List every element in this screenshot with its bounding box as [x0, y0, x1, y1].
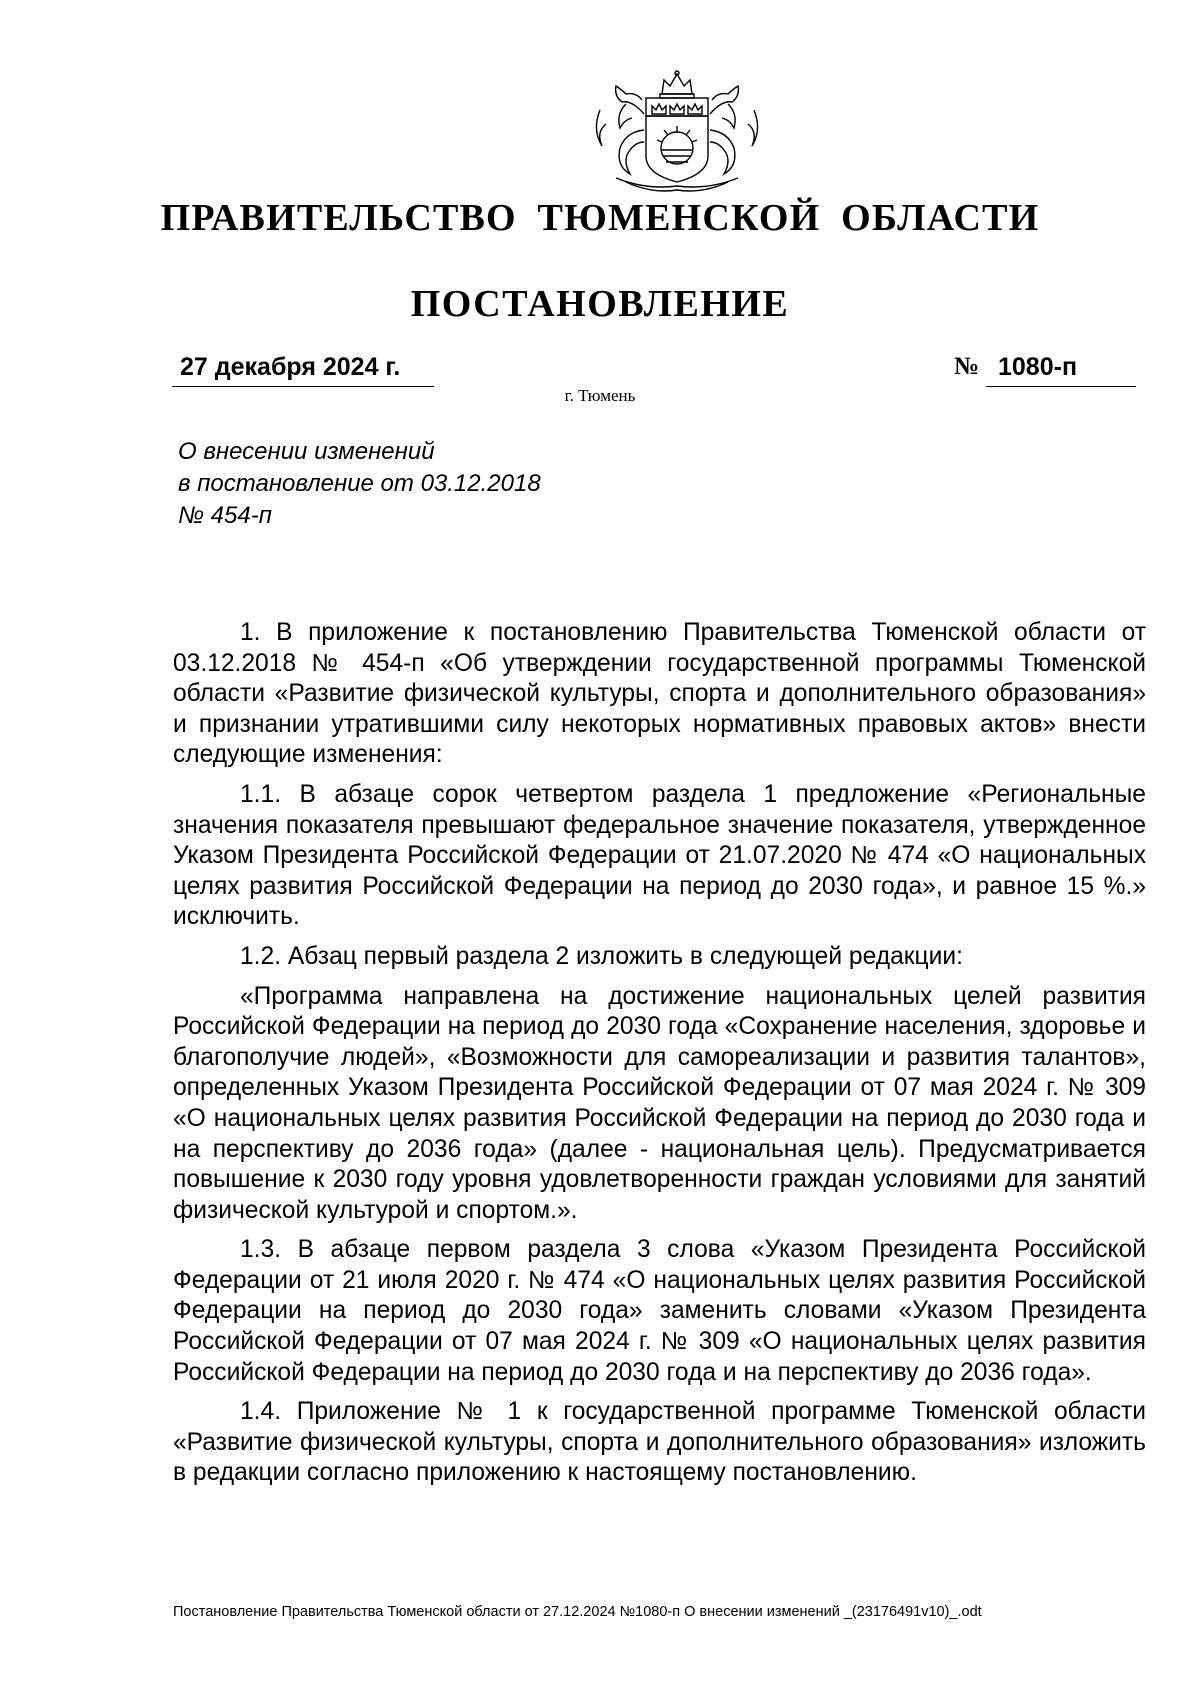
body-paragraph: «Программа направлена на достижение национальных целей развития Российской Федерации на период до 2030 года «Сохранение населения, здоровье и благополучие людей», «Возможности для самореализации и развития талантов», определенных Указом Президента Российской Федерации от 07 мая 2024 г. № 309 «О национальных целях развития Российской Федерации на период до 2030 года и на перспективу до 2036 года» (далее - национальная цель). Предусматривается повышение к 2030 году уровня удовлетворенности граждан условиями для занятий физической культурой и спортом.».	[173, 982, 1146, 1224]
subject-line: в постановление от 03.12.2018	[178, 470, 541, 497]
document-number-field	[954, 353, 1136, 387]
document-type: ПОСТАНОВЛЕНИЕ	[410, 283, 790, 325]
coat-of-arms-icon	[586, 70, 768, 192]
city-name: г. Тюмень	[564, 386, 636, 405]
subject-line: № 454-п	[178, 502, 272, 529]
body-paragraph: 1.4. Приложение № 1 к государственной программе Тюменской области «Развитие физической культуры, спорта и дополнительного образования» изложить в редакции согласно приложению к настоящему постановлению.	[173, 1398, 1146, 1487]
document-subject	[178, 436, 658, 532]
body-paragraph: 1.3. В абзаце первом раздела 3 слова «Указом Президента Российской Федерации от 21 июля 2020 г. № 474 «О национальных целях развития Российской Федерации на период до 2030 года» заменить словами «Указом Президента Российской Федерации от 07 мая 2024 г. № 309 «О национальных целях развития Российской Федерации на период до 2030 года и на перспективу до 2036 года».	[173, 1236, 1146, 1386]
body-paragraph: 1. В приложение к постановлению Правительства Тюменской области от 03.12.2018 № 454-п «Об утверждении государственной программы Тюменской области «Развитие физической культуры, спорта и дополнительного образования» и признании утратившими силу некоторых нормативных правовых актов» внести следующие изменения:	[173, 619, 1146, 769]
body-paragraph: 1.2. Абзац первый раздела 2 изложить в следующей редакции:	[240, 942, 963, 970]
page-footer: Постановление Правительства Тюменской области от 27.12.2024 №1080-п О внесении изменений _(23176491v10)_.odt	[173, 1604, 982, 1620]
document-body	[173, 618, 1146, 1498]
subject-line: О внесении изменений	[178, 438, 435, 465]
government-title: ПРАВИТЕЛЬСТВО ТЮМЕНСКОЙ ОБЛАСТИ	[160, 197, 1040, 239]
number-sign: №	[954, 353, 980, 380]
body-paragraph: 1.1. В абзаце сорок четвертом раздела 1 предложение «Региональные значения показателя превышают федеральное значение показателя, утвержденное Указом Президента Российской Федерации от 21.07.2020 № 474 «О национальных целях развития Российской Федерации на период до 2030 года», и равное 15 %.» исключить.	[173, 780, 1146, 931]
document-number: 1080-п	[986, 353, 1136, 387]
document-date: 27 декабря 2024 г.	[172, 353, 434, 387]
